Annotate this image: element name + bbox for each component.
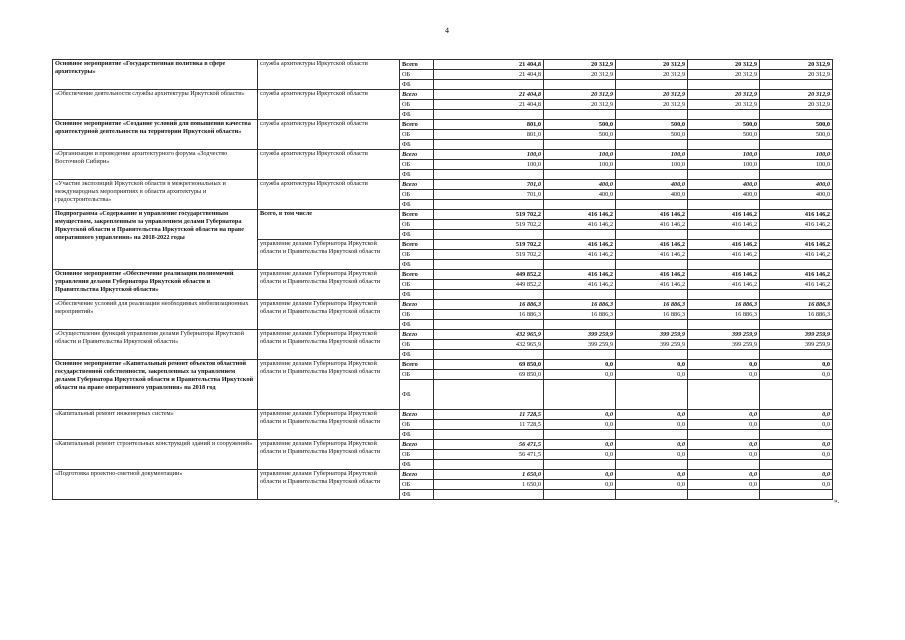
table-row [53, 210, 833, 220]
amount-cell: 416 146,2 [688, 270, 760, 280]
amount-cell: 20 312,9 [544, 70, 616, 80]
executor: управление делами Губернатора Иркутской области и Правительства Иркутской области [258, 270, 400, 300]
amount-cell: 16 886,3 [760, 300, 833, 310]
executor: управление делами Губернатора Иркутской области и Правительства Иркутской области [258, 330, 400, 360]
amount-cell [760, 260, 833, 270]
amount-cell: 0,0 [544, 450, 616, 460]
amount-cell [688, 350, 760, 360]
funding-source: ОБ [400, 310, 434, 320]
funding-source: ФБ [400, 290, 434, 300]
amount-cell: 0,0 [616, 370, 688, 380]
table-row [53, 470, 833, 480]
amount-cell [616, 460, 688, 470]
funding-source: ОБ [400, 370, 434, 380]
budget-table [52, 59, 833, 500]
amount-cell [544, 110, 616, 120]
event-name: Основное мероприятие «Создание условий для повышения качества архитектурной деятельности на территории Иркутской области» [53, 120, 258, 150]
table-row [53, 360, 833, 370]
table-row [53, 330, 833, 340]
amount-cell [616, 110, 688, 120]
amount-cell: 416 146,2 [688, 210, 760, 220]
amount-cell: 16 886,3 [544, 300, 616, 310]
amount-cell: 701,0 [434, 190, 544, 200]
funding-source: ФБ [400, 430, 434, 440]
table-row [53, 60, 833, 70]
amount-cell: 100,0 [616, 160, 688, 170]
amount-cell [760, 320, 833, 330]
executor: управление делами Губернатора Иркутской области и Правительства Иркутской области [258, 360, 400, 410]
amount-cell [544, 140, 616, 150]
amount-cell [760, 200, 833, 210]
funding-source: Всего [400, 180, 434, 190]
amount-cell: 16 886,3 [760, 310, 833, 320]
amount-cell [616, 80, 688, 90]
funding-source: ФБ [400, 490, 434, 500]
funding-source: Всего [400, 240, 434, 250]
amount-cell: 21 404,8 [434, 60, 544, 70]
amount-cell: 100,0 [544, 160, 616, 170]
event-name: «Капитальный ремонт инженерных систем» [53, 410, 258, 440]
amount-cell [760, 80, 833, 90]
amount-cell: 0,0 [760, 440, 833, 450]
amount-cell [434, 320, 544, 330]
funding-source: Всего [400, 300, 434, 310]
amount-cell: 100,0 [544, 150, 616, 160]
amount-cell: 519 702,2 [434, 210, 544, 220]
amount-cell [760, 140, 833, 150]
amount-cell [688, 460, 760, 470]
amount-cell: 1 650,0 [434, 470, 544, 480]
amount-cell: 416 146,2 [688, 240, 760, 250]
amount-cell: 416 146,2 [688, 250, 760, 260]
table-row [53, 300, 833, 310]
amount-cell [544, 230, 616, 240]
amount-cell [434, 200, 544, 210]
amount-cell: 20 312,9 [688, 60, 760, 70]
amount-cell: 20 312,9 [688, 70, 760, 80]
amount-cell [760, 490, 833, 500]
amount-cell: 416 146,2 [544, 210, 616, 220]
amount-cell [760, 290, 833, 300]
amount-cell [544, 260, 616, 270]
funding-source: ОБ [400, 250, 434, 260]
amount-cell: 0,0 [760, 360, 833, 370]
amount-cell: 20 312,9 [760, 70, 833, 80]
funding-source: ФБ [400, 460, 434, 470]
amount-cell [434, 350, 544, 360]
amount-cell: 416 146,2 [616, 220, 688, 230]
funding-source: ФБ [400, 110, 434, 120]
amount-cell [544, 430, 616, 440]
amount-cell: 416 146,2 [760, 250, 833, 260]
amount-cell: 500,0 [760, 130, 833, 140]
amount-cell: 20 312,9 [544, 90, 616, 100]
amount-cell [616, 230, 688, 240]
amount-cell: 400,0 [688, 190, 760, 200]
amount-cell: 500,0 [688, 120, 760, 130]
amount-cell: 416 146,2 [688, 220, 760, 230]
amount-cell: 416 146,2 [760, 280, 833, 290]
amount-cell: 0,0 [688, 410, 760, 420]
amount-cell [760, 380, 833, 410]
funding-source: ОБ [400, 130, 434, 140]
amount-cell: 500,0 [544, 130, 616, 140]
amount-cell: 500,0 [688, 130, 760, 140]
amount-cell [688, 260, 760, 270]
amount-cell [544, 80, 616, 90]
amount-cell [434, 170, 544, 180]
amount-cell [616, 260, 688, 270]
amount-cell [688, 200, 760, 210]
funding-source: ОБ [400, 420, 434, 430]
amount-cell: 21 404,8 [434, 90, 544, 100]
funding-source: Всего [400, 440, 434, 450]
amount-cell: 20 312,9 [616, 100, 688, 110]
amount-cell: 20 312,9 [760, 90, 833, 100]
funding-source: ФБ [400, 170, 434, 180]
amount-cell [760, 230, 833, 240]
amount-cell [688, 380, 760, 410]
table-row [53, 150, 833, 160]
amount-cell: 0,0 [688, 450, 760, 460]
amount-cell [544, 380, 616, 410]
amount-cell: 21 404,8 [434, 100, 544, 110]
amount-cell [688, 430, 760, 440]
amount-cell [544, 490, 616, 500]
amount-cell: 0,0 [616, 450, 688, 460]
amount-cell: 519 702,2 [434, 220, 544, 230]
funding-source: ОБ [400, 480, 434, 490]
amount-cell: 0,0 [688, 470, 760, 480]
amount-cell: 416 146,2 [616, 210, 688, 220]
amount-cell: 416 146,2 [760, 270, 833, 280]
executor: управление делами Губернатора Иркутской области и Правительства Иркутской области [258, 300, 400, 330]
amount-cell: 416 146,2 [544, 270, 616, 280]
amount-cell: 20 312,9 [616, 60, 688, 70]
funding-source: ОБ [400, 70, 434, 80]
amount-cell: 16 886,3 [434, 300, 544, 310]
funding-source: ОБ [400, 160, 434, 170]
event-name: «Обеспечение деятельности службы архитектуры Иркутской области» [53, 90, 258, 120]
funding-source: ОБ [400, 280, 434, 290]
amount-cell: 416 146,2 [616, 250, 688, 260]
amount-cell: 0,0 [544, 440, 616, 450]
amount-cell [544, 460, 616, 470]
amount-cell: 416 146,2 [760, 210, 833, 220]
event-name: «Организация и проведение архитектурного форума «Зодчество Восточной Сибири» [53, 150, 258, 180]
amount-cell: 0,0 [544, 480, 616, 490]
amount-cell [434, 490, 544, 500]
amount-cell: 0,0 [760, 470, 833, 480]
amount-cell [544, 320, 616, 330]
amount-cell: 0,0 [616, 410, 688, 420]
amount-cell: 432 965,9 [434, 340, 544, 350]
amount-cell: 400,0 [544, 190, 616, 200]
amount-cell: 0,0 [616, 420, 688, 430]
funding-source: ОБ [400, 220, 434, 230]
amount-cell: 100,0 [616, 150, 688, 160]
amount-cell: 0,0 [616, 360, 688, 370]
amount-cell: 0,0 [688, 420, 760, 430]
amount-cell [616, 430, 688, 440]
funding-source: Всего [400, 410, 434, 420]
executor: служба архитектуры Иркутской области [258, 90, 400, 120]
amount-cell: 0,0 [616, 470, 688, 480]
amount-cell: 400,0 [544, 180, 616, 190]
amount-cell: 416 146,2 [688, 280, 760, 290]
funding-source: ФБ [400, 230, 434, 240]
executor: служба архитектуры Иркутской области [258, 60, 400, 90]
amount-cell: 0,0 [544, 420, 616, 430]
executor: служба архитектуры Иркутской области [258, 150, 400, 180]
amount-cell [544, 350, 616, 360]
amount-cell: 16 886,3 [688, 310, 760, 320]
executor: управление делами Губернатора Иркутской области и Правительства Иркутской области [258, 470, 400, 500]
amount-cell [688, 290, 760, 300]
amount-cell [434, 140, 544, 150]
amount-cell: 801,0 [434, 130, 544, 140]
table-row [53, 440, 833, 450]
event-name: Подпрограмма «Содержание и управление государственным имуществом, закрепленным за управлением делами Губернатора Иркутской области и Правительства Иркутской области на праве оперативного управления» на 2018-2022 годы [53, 210, 258, 270]
amount-cell: 20 312,9 [760, 100, 833, 110]
amount-cell [434, 110, 544, 120]
amount-cell: 0,0 [760, 420, 833, 430]
event-name: «Обеспечение условий для реализации необходимых мобилизационных мероприятий» [53, 300, 258, 330]
amount-cell: 416 146,2 [760, 240, 833, 250]
amount-cell [544, 200, 616, 210]
event-name: Основное мероприятие «Обеспечение реализации полномочий управления делами Губернатора Иркутской области и Правительства Иркутской области» [53, 270, 258, 300]
table-row [53, 120, 833, 130]
amount-cell [616, 290, 688, 300]
amount-cell: 56 471,5 [434, 450, 544, 460]
amount-cell: 20 312,9 [616, 70, 688, 80]
amount-cell [760, 170, 833, 180]
amount-cell: 0,0 [544, 370, 616, 380]
amount-cell: 0,0 [616, 480, 688, 490]
amount-cell: 399 259,9 [616, 330, 688, 340]
event-name: «Участие экспозиций Иркутской области в межрегиональных и международных мероприятиях в области архитектуры и градостроительства» [53, 180, 258, 210]
amount-cell [760, 460, 833, 470]
amount-cell [688, 230, 760, 240]
amount-cell [760, 430, 833, 440]
event-name: «Капитальный ремонт строительных конструкций зданий и сооружений» [53, 440, 258, 470]
amount-cell: 1 650,0 [434, 480, 544, 490]
amount-cell: 100,0 [688, 150, 760, 160]
amount-cell: 0,0 [544, 410, 616, 420]
amount-cell: 0,0 [760, 370, 833, 380]
table-row [53, 180, 833, 190]
amount-cell [616, 490, 688, 500]
amount-cell [688, 80, 760, 90]
amount-cell [760, 110, 833, 120]
funding-source: Всего [400, 210, 434, 220]
funding-source: Всего [400, 150, 434, 160]
amount-cell: 400,0 [688, 180, 760, 190]
funding-source: Всего [400, 360, 434, 370]
amount-cell: 400,0 [760, 180, 833, 190]
amount-cell: 20 312,9 [688, 90, 760, 100]
amount-cell: 100,0 [434, 150, 544, 160]
funding-source: ОБ [400, 340, 434, 350]
amount-cell: 100,0 [760, 150, 833, 160]
page-number: 4 [445, 26, 449, 35]
amount-cell: 0,0 [688, 370, 760, 380]
executor: управление делами Губернатора Иркутской области и Правительства Иркутской области [258, 440, 400, 470]
amount-cell: 11 728,5 [434, 420, 544, 430]
amount-cell: 519 702,2 [434, 240, 544, 250]
amount-cell: 500,0 [544, 120, 616, 130]
amount-cell: 500,0 [616, 130, 688, 140]
event-name: Основное мероприятие «Государственная политика в сфере архитектуры» [53, 60, 258, 90]
amount-cell: 399 259,9 [616, 340, 688, 350]
funding-source: Всего [400, 60, 434, 70]
amount-cell [434, 230, 544, 240]
event-name: «Подготовка проектно-сметной документации» [53, 470, 258, 500]
executor: Всего, в том числе [258, 210, 400, 240]
amount-cell: 100,0 [688, 160, 760, 170]
amount-cell: 400,0 [760, 190, 833, 200]
amount-cell: 432 965,9 [434, 330, 544, 340]
amount-cell: 449 852,2 [434, 280, 544, 290]
amount-cell [688, 320, 760, 330]
amount-cell: 0,0 [616, 440, 688, 450]
amount-cell: 416 146,2 [544, 280, 616, 290]
amount-cell: 416 146,2 [616, 280, 688, 290]
amount-cell: 16 886,3 [544, 310, 616, 320]
amount-cell [434, 430, 544, 440]
table-row [53, 270, 833, 280]
amount-cell [434, 290, 544, 300]
funding-source: ФБ [400, 320, 434, 330]
amount-cell: 20 312,9 [616, 90, 688, 100]
table-row [53, 410, 833, 420]
amount-cell: 416 146,2 [760, 220, 833, 230]
amount-cell: 400,0 [616, 190, 688, 200]
amount-cell: 69 850,0 [434, 360, 544, 370]
amount-cell: 500,0 [616, 120, 688, 130]
amount-cell: 416 146,2 [544, 240, 616, 250]
amount-cell: 399 259,9 [544, 330, 616, 340]
amount-cell [616, 320, 688, 330]
amount-cell [616, 200, 688, 210]
amount-cell: 16 886,3 [616, 300, 688, 310]
amount-cell: 20 312,9 [544, 100, 616, 110]
amount-cell: 100,0 [760, 160, 833, 170]
amount-cell: 400,0 [616, 180, 688, 190]
funding-source: Всего [400, 270, 434, 280]
funding-source: ФБ [400, 380, 434, 410]
amount-cell: 0,0 [760, 480, 833, 490]
amount-cell: 0,0 [760, 410, 833, 420]
amount-cell [688, 110, 760, 120]
amount-cell: 20 312,9 [688, 100, 760, 110]
funding-source: ФБ [400, 350, 434, 360]
amount-cell: 0,0 [544, 470, 616, 480]
amount-cell [544, 170, 616, 180]
amount-cell: 449 852,2 [434, 270, 544, 280]
funding-source: Всего [400, 90, 434, 100]
event-name: «Осуществление функций управления делами Губернатора Иркутской области и Правительства Иркутской области» [53, 330, 258, 360]
amount-cell: 100,0 [434, 160, 544, 170]
amount-cell [688, 170, 760, 180]
amount-cell: 0,0 [760, 450, 833, 460]
amount-cell: 500,0 [760, 120, 833, 130]
amount-cell [688, 140, 760, 150]
amount-cell: 801,0 [434, 120, 544, 130]
amount-cell [760, 350, 833, 360]
funding-source: Всего [400, 120, 434, 130]
amount-cell: 416 146,2 [544, 250, 616, 260]
amount-cell [688, 490, 760, 500]
amount-cell: 20 312,9 [760, 60, 833, 70]
amount-cell [616, 170, 688, 180]
funding-source: Всего [400, 470, 434, 480]
funding-source: ФБ [400, 260, 434, 270]
funding-source: ОБ [400, 100, 434, 110]
funding-source: Всего [400, 330, 434, 340]
amount-cell [434, 260, 544, 270]
amount-cell: 416 146,2 [616, 240, 688, 250]
amount-cell: 416 146,2 [544, 220, 616, 230]
amount-cell [434, 460, 544, 470]
amount-cell [544, 290, 616, 300]
funding-source: ФБ [400, 140, 434, 150]
amount-cell [616, 350, 688, 360]
amount-cell [616, 380, 688, 410]
amount-cell: 399 259,9 [688, 340, 760, 350]
amount-cell: 0,0 [544, 360, 616, 370]
amount-cell: 11 728,5 [434, 410, 544, 420]
amount-cell: 519 702,2 [434, 250, 544, 260]
amount-cell: 0,0 [688, 360, 760, 370]
amount-cell [434, 380, 544, 410]
funding-source: ФБ [400, 80, 434, 90]
trailing-mark: ». [834, 497, 840, 505]
amount-cell: 0,0 [688, 440, 760, 450]
amount-cell: 416 146,2 [616, 270, 688, 280]
amount-cell: 16 886,3 [434, 310, 544, 320]
amount-cell: 21 404,8 [434, 70, 544, 80]
amount-cell [434, 80, 544, 90]
amount-cell: 69 850,0 [434, 370, 544, 380]
amount-cell [616, 140, 688, 150]
funding-source: ФБ [400, 200, 434, 210]
amount-cell: 0,0 [688, 480, 760, 490]
amount-cell: 16 886,3 [688, 300, 760, 310]
executor: управление делами Губернатора Иркутской области и Правительства Иркутской области [258, 240, 400, 270]
amount-cell: 399 259,9 [760, 330, 833, 340]
event-name: Основное мероприятие «Капитальный ремонт объектов областной государственной собственности, закрепленных за управлением делами Губернатора Иркутской области и Правительства Иркутской области на праве оперативного управления» на 2018 год [53, 360, 258, 410]
amount-cell: 16 886,3 [616, 310, 688, 320]
amount-cell: 20 312,9 [544, 60, 616, 70]
executor: служба архитектуры Иркутской области [258, 120, 400, 150]
executor: служба архитектуры Иркутской области [258, 180, 400, 210]
amount-cell: 399 259,9 [760, 340, 833, 350]
amount-cell: 399 259,9 [544, 340, 616, 350]
amount-cell: 56 471,5 [434, 440, 544, 450]
amount-cell: 701,0 [434, 180, 544, 190]
amount-cell: 399 259,9 [688, 330, 760, 340]
table-row [53, 90, 833, 100]
executor: управление делами Губернатора Иркутской области и Правительства Иркутской области [258, 410, 400, 440]
funding-source: ОБ [400, 190, 434, 200]
funding-source: ОБ [400, 450, 434, 460]
